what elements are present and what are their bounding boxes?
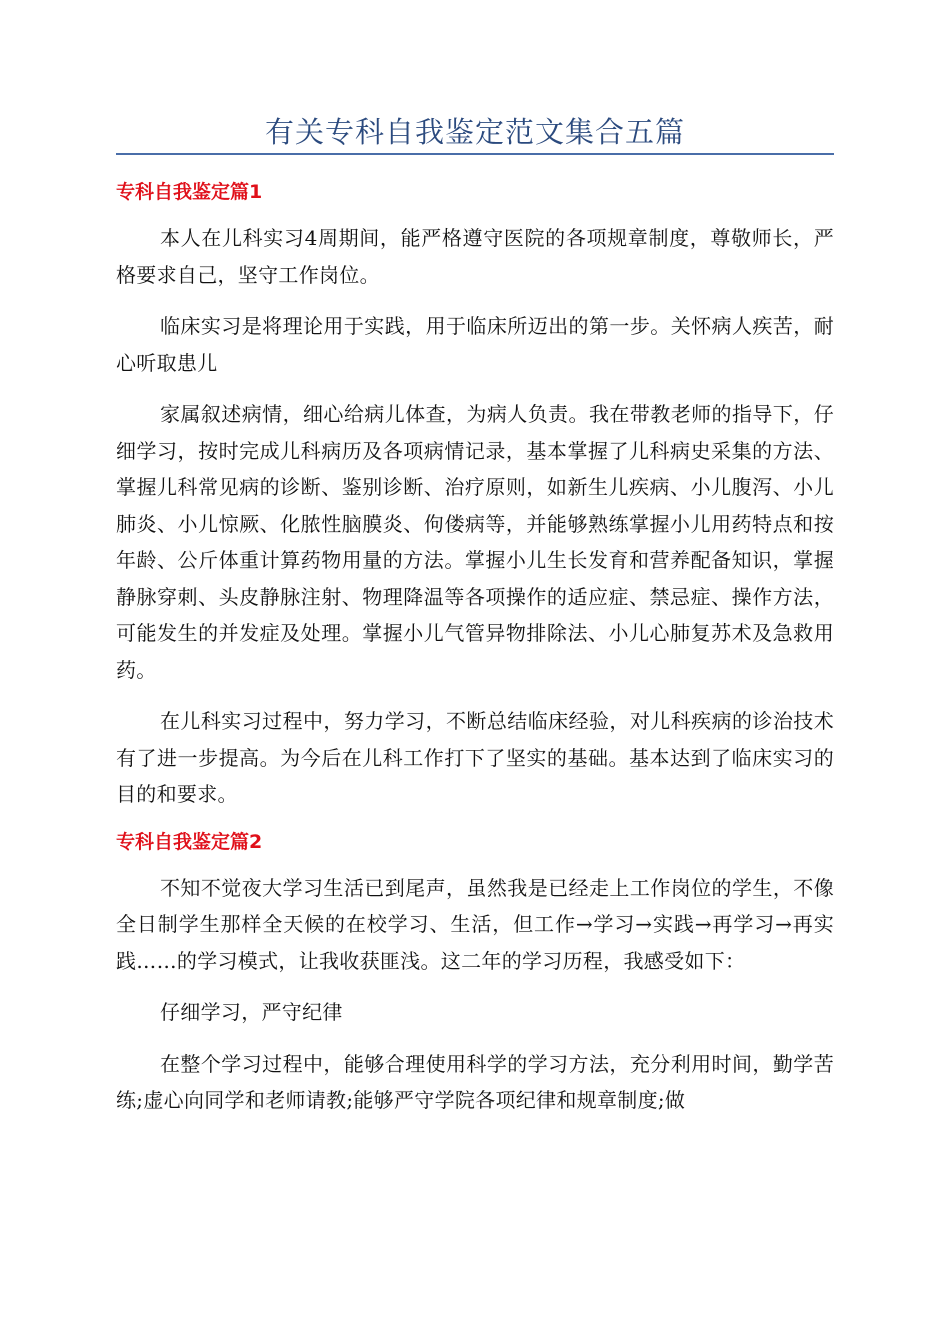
section-heading: 专科自我鉴定篇2 bbox=[116, 830, 263, 853]
body-paragraph: 临床实习是将理论用于实践，用于临床所迈出的第一步。关怀病人疾苦，耐心听取患儿 bbox=[116, 314, 834, 375]
body-paragraph: 不知不觉夜大学习生活已到尾声，虽然我是已经走上工作岗位的学生，不像全日制学生那样全天候的在校学习、生活，但工作→学习→实践→再学习→再实践……的学习模式，让我收获匪浅。这二年的学习历程，我感受如下： bbox=[116, 875, 834, 973]
body-paragraph: 在整个学习过程中，能够合理使用科学的学习方法，充分利用时间，勤学苦练;虚心向同学和老师请教;能够严守学院各项纪律和规章制度;做 bbox=[116, 1051, 834, 1112]
body-paragraph: 本人在儿科实习4周期间，能严格遵守医院的各项规章制度，尊敬师长，严格要求自己，坚守工作岗位。 bbox=[116, 226, 834, 287]
title-divider bbox=[116, 153, 834, 155]
body-paragraph: 家属叙述病情，细心给病儿体查，为病人负责。我在带教老师的指导下，仔细学习，按时完成儿科病历及各项病情记录，基本掌握了儿科病史采集的方法、掌握儿科常见病的诊断、鉴别诊断、治疗原则，如新生儿疾病、小儿腹泻、小儿肺炎、小儿惊厥、化脓性脑膜炎、佝偻病等，并能够熟练掌握小儿用药特点和按年龄、公斤体重计算药物用量的方法。掌握小儿生长发育和营养配备知识，掌握静脉穿刺、头皮静脉注射、物理降温等各项操作的适应症、禁忌症、操作方法，可能发生的并发症及处理。掌握小儿气管异物排除法、小儿心肺复苏术及急救用药。 bbox=[116, 402, 834, 682]
document-title: 有关专科自我鉴定范文集合五篇 bbox=[264, 115, 685, 149]
document-body bbox=[116, 178, 834, 1134]
body-paragraph: 在儿科实习过程中，努力学习，不断总结临床经验，对儿科疾病的诊治技术有了进一步提高。为今后在儿科工作打下了坚实的基础。基本达到了临床实习的目的和要求。 bbox=[116, 709, 834, 806]
body-paragraph: 仔细学习，严守纪律 bbox=[160, 1000, 343, 1024]
section-heading: 专科自我鉴定篇1 bbox=[116, 181, 263, 203]
